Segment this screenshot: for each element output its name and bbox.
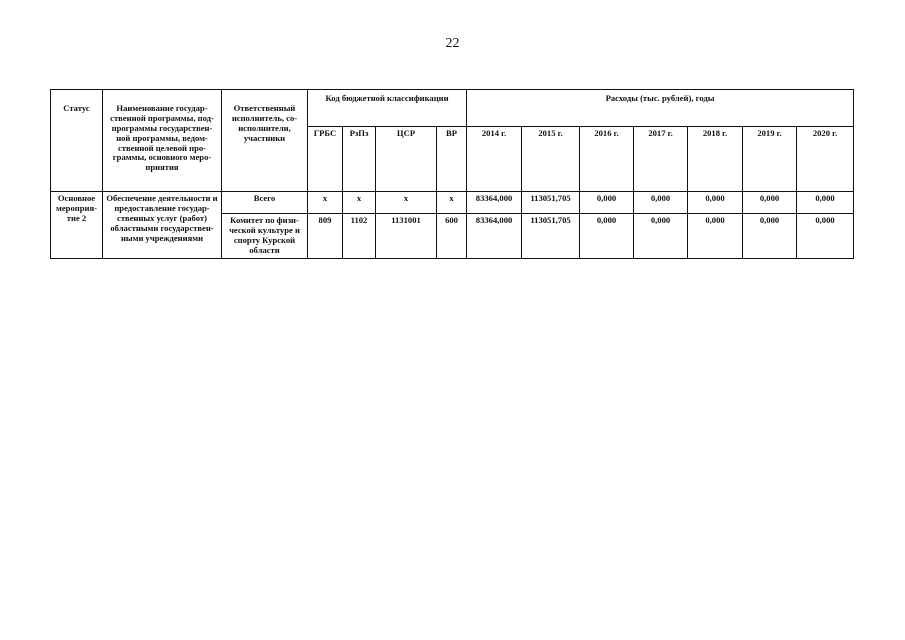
status-cell: Основное мероприя-тие 2: [51, 192, 103, 259]
header-rzpz: РзПз: [343, 127, 376, 192]
expense-cell: 0,000: [688, 214, 743, 259]
header-status: Статус: [51, 90, 103, 192]
budget-table: [50, 89, 854, 259]
header-year: 2020 г.: [797, 127, 854, 192]
rzpz-cell: х: [343, 192, 376, 214]
expense-cell: 0,000: [743, 214, 797, 259]
expense-cell: 113051,705: [522, 214, 580, 259]
csr-cell: 1131001: [376, 214, 437, 259]
header-year: 2015 г.: [522, 127, 580, 192]
expense-cell: 0,000: [797, 214, 854, 259]
executor-cell: Комитет по физи-ческой культуре и спорту Курской области: [222, 214, 308, 259]
grbs-cell: х: [308, 192, 343, 214]
expense-cell: 0,000: [688, 192, 743, 214]
vr-cell: 600: [437, 214, 467, 259]
header-year: 2019 г.: [743, 127, 797, 192]
page-number: 22: [445, 36, 460, 51]
header-year: 2016 г.: [580, 127, 634, 192]
rzpz-cell: 1102: [343, 214, 376, 259]
expense-cell: 0,000: [580, 192, 634, 214]
header-vr: ВР: [437, 127, 467, 192]
expense-cell: 0,000: [634, 192, 688, 214]
header-name: Наименование государ-ственной программы, под-программы государствен-ной программы, ведом-ственной целевой про-граммы, основного меро-приятия: [103, 90, 222, 192]
expense-cell: 0,000: [580, 214, 634, 259]
header-expenses: Расходы (тыс. рублей), годы: [467, 90, 854, 127]
header-budget-code: Код бюджетной классификации: [308, 90, 467, 127]
expense-cell: 0,000: [743, 192, 797, 214]
header-year: 2017 г.: [634, 127, 688, 192]
header-executor: Ответственный исполнитель, со-исполнители, участники: [222, 90, 308, 192]
expense-cell: 113051,705: [522, 192, 580, 214]
expense-cell: 83364,000: [467, 214, 522, 259]
header-csr: ЦСР: [376, 127, 437, 192]
table-row: [51, 192, 854, 214]
executor-cell: Всего: [222, 192, 308, 214]
expense-cell: 83364,000: [467, 192, 522, 214]
vr-cell: х: [437, 192, 467, 214]
measure-name-cell: Обеспечение деятельности и предоставление государ-ственных услуг (работ) областными государствен-ными учреждениями: [103, 192, 222, 259]
header-grbs: ГРБС: [308, 127, 343, 192]
expense-cell: 0,000: [797, 192, 854, 214]
header-year: 2018 г.: [688, 127, 743, 192]
header-row-1: [51, 90, 854, 127]
header-year: 2014 г.: [467, 127, 522, 192]
grbs-cell: 809: [308, 214, 343, 259]
csr-cell: х: [376, 192, 437, 214]
expense-cell: 0,000: [634, 214, 688, 259]
